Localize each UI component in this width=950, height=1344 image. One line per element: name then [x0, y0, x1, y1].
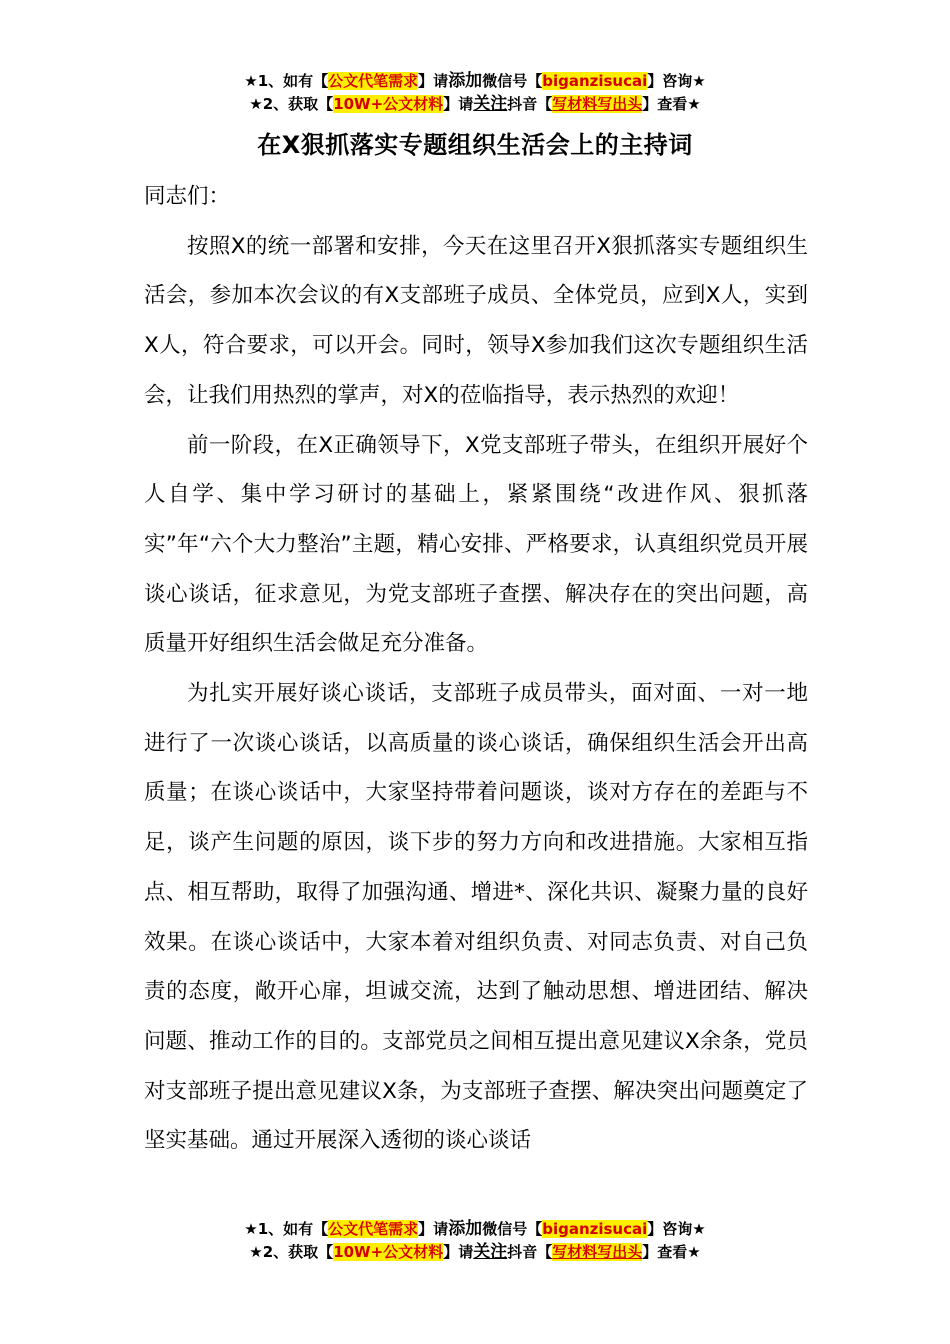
promo-text: ★1、如有【 — [244, 72, 329, 90]
document-title: 在X狠抓落实专题组织生活会上的主持词 — [257, 131, 693, 159]
promo-wechat-id: biganzisucai — [542, 72, 648, 90]
document-body — [144, 172, 808, 1166]
promo-text: 微信号【 — [482, 72, 543, 90]
promo-text: 】请 — [418, 72, 449, 90]
promo-text: 微信号【 — [482, 1220, 543, 1238]
promo-emphasis: 添加 — [448, 71, 483, 91]
body-paragraph: 按照X的统一部署和安排，今天在这里召开X狠抓落实专题组织生活会，参加本次会议的有X支部班子成员、全体党员，应到X人，实到X人，符合要求，可以开会。同时，领导X参加我们这次专题组织生活会，让我们用热烈的掌声，对X的莅临指导，表示热烈的欢迎！ — [144, 233, 808, 408]
promo-line-2 — [0, 93, 950, 116]
promo-douyin-id: 写材料写出头 — [552, 95, 643, 113]
promo-line-1 — [0, 70, 950, 93]
promo-line-2 — [0, 1241, 950, 1264]
promo-text: 】查看★ — [642, 1243, 701, 1261]
promo-text: 】咨询★ — [647, 72, 706, 90]
promo-text: ★2、获取【 — [249, 1243, 334, 1261]
promo-text: ★2、获取【 — [249, 95, 334, 113]
promo-emphasis: 关注 — [473, 94, 508, 114]
promo-text: 】请 — [443, 1243, 474, 1261]
body-paragraph: 前一阶段，在X正确领导下，X党支部班子带头，在组织开展好个人自学、集中学习研讨的基础上，紧紧围绕“改进作风、狠抓落实”年“六个大力整治”主题，精心安排、严格要求，认真组织党员开展谈心谈话，征求意见，为党支部班子查摆、解决存在的突出问题，高质量开好组织生活会做足充分准备。 — [144, 432, 808, 657]
promo-text: ★1、如有【 — [244, 1220, 329, 1238]
promo-text: 】请 — [443, 95, 474, 113]
body-paragraph: 为扎实开展好谈心谈话，支部班子成员带头，面对面、一对一地进行了一次谈心谈话，以高质量的谈心谈话，确保组织生活会开出高质量；在谈心谈话中，大家坚持带着问题谈，谈对方存在的差距与不足，谈产生问题的原因，谈下步的努力方向和改进措施。大家相互指点、相互帮助，取得了加强沟通、增进*、深化共识、凝聚力量的良好效果。在谈心谈话中，大家本着对组织负责、对同志负责、对自己负责的态度，敞开心扉，坦诚交流，达到了触动思想、增进团结、解决问题、推动工作的目的。支部党员之间相互提出意见建议X余条，党员对支部班子提出意见建议X条，为支部班子查摆、解决突出问题奠定了坚实基础。通过开展深入透彻的谈心谈话 — [144, 681, 808, 1154]
promo-emphasis: 关注 — [473, 1242, 508, 1262]
promo-highlight: 10W+公文材料 — [333, 95, 444, 113]
promo-wechat-id: biganzisucai — [542, 1220, 648, 1238]
salutation: 同志们： — [144, 184, 231, 209]
header-promo-banner — [0, 70, 950, 116]
promo-douyin-id: 写材料写出头 — [552, 1243, 643, 1261]
promo-text: 抖音【 — [507, 95, 553, 113]
promo-emphasis: 添加 — [448, 1219, 483, 1239]
promo-highlight: 公文代笔需求 — [328, 72, 419, 90]
promo-text: 】咨询★ — [647, 1220, 706, 1238]
promo-text: 抖音【 — [507, 1243, 553, 1261]
promo-highlight: 10W+公文材料 — [333, 1243, 444, 1261]
promo-line-1 — [0, 1218, 950, 1241]
promo-text: 】请 — [418, 1220, 449, 1238]
promo-highlight: 公文代笔需求 — [328, 1220, 419, 1238]
promo-text: 】查看★ — [642, 95, 701, 113]
footer-promo-banner — [0, 1218, 950, 1264]
